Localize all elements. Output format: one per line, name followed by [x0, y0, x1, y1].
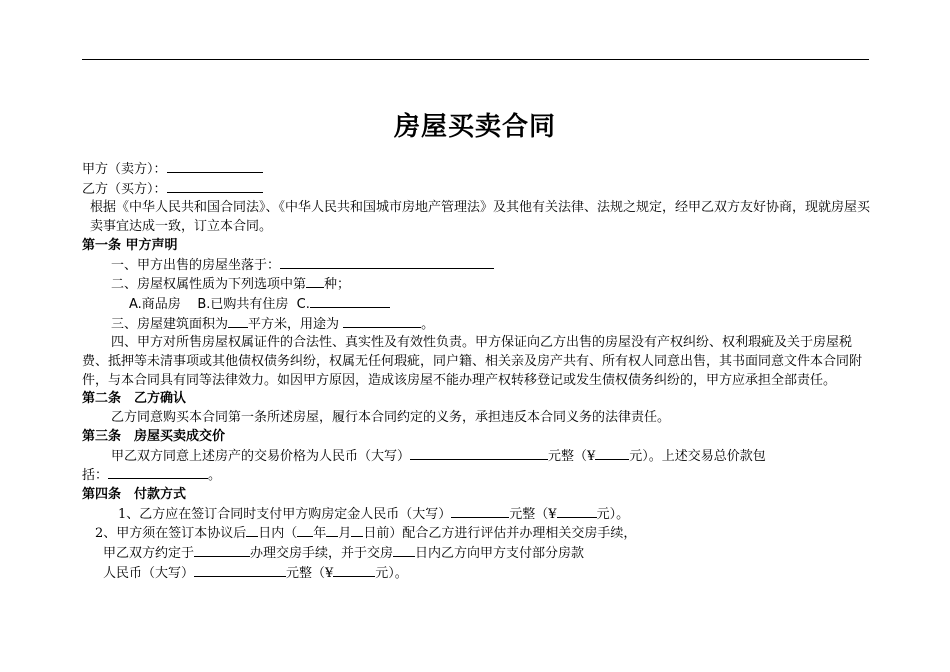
art3-line1	[82, 447, 872, 467]
header-rule	[82, 59, 869, 60]
location-blank	[280, 256, 494, 269]
includes-blank	[108, 466, 208, 479]
art3-end: 。	[208, 468, 222, 484]
day-blank	[351, 524, 363, 537]
art4-p3-end: 日内乙方向甲方支付部分房款	[415, 546, 585, 562]
art4-p2-month: 月	[338, 526, 352, 542]
art1-item3-end: 。	[421, 316, 435, 332]
art1-item2-text: 二、房屋权属性质为下列选项中第	[111, 277, 307, 293]
month-blank	[326, 524, 338, 537]
area-blank	[228, 315, 248, 328]
art4-p4-yuan: 元整（¥	[286, 565, 334, 581]
contract-body	[82, 160, 872, 583]
payment-words-blank	[194, 564, 286, 577]
art1-options	[82, 295, 872, 315]
party-b-blank	[167, 180, 263, 193]
party-b-label: 乙方（买方）：	[82, 181, 167, 197]
art2-text: 乙方同意购买本合同第一条所述房屋，履行本合同约定的义务，承担违反本合同义务的法律责任。	[111, 410, 671, 426]
art4-p1-text: 1、乙方应在签订合同时支付甲方购房定金人民币（大写）	[118, 506, 452, 522]
art3-tail: 元）。上述交易总价款包	[629, 448, 766, 464]
payment-number-blank	[333, 564, 375, 577]
art4-p2	[82, 524, 872, 544]
art4-p4-text: 人民币（大写）	[103, 565, 195, 581]
party-a-label: 甲方（卖方）：	[82, 162, 167, 177]
art1-item3-mid: 平方米，用途为	[248, 316, 340, 332]
property-type-blank	[306, 275, 324, 288]
handover-days-blank	[393, 544, 415, 557]
art1-item2-suffix: 种；	[324, 277, 351, 293]
deposit-words-blank	[451, 505, 509, 518]
art1-item3	[82, 315, 872, 335]
intro-paragraph: 根据《中华人民共和国合同法》、《中华人民共和国城市房地产管理法》及其他有关法律、法规之规定，经甲乙双方友好协商，现就房屋买卖事宜达成一致，订立本合同。	[90, 200, 871, 235]
article-1-heading: 第一条 甲方声明	[82, 237, 178, 253]
art3-line2	[82, 466, 872, 486]
art3-text: 甲乙双方同意上述房产的交易价格为人民币（大写）	[111, 448, 411, 464]
art4-p2-text: 2、甲方须在签订本协议后	[95, 526, 247, 542]
party-a-blank	[167, 160, 263, 173]
art1-item1-text: 一、甲方出售的房屋坐落于：	[111, 257, 281, 273]
party-a-line	[82, 160, 872, 180]
art4-p3	[82, 544, 872, 564]
art4-p3-text: 甲乙双方约定于	[103, 546, 195, 562]
days-blank	[246, 524, 258, 537]
art4-p1-end: 元）。	[596, 506, 630, 522]
art1-item2	[82, 275, 872, 295]
art1-item1	[82, 256, 872, 276]
option-c-blank	[310, 295, 390, 308]
deposit-number-blank	[557, 505, 597, 518]
option-c: C.	[296, 296, 310, 312]
party-b-line	[82, 180, 872, 200]
handover-date-blank	[194, 544, 250, 557]
year-blank	[297, 524, 313, 537]
article-4-heading: 第四条 付款方式	[82, 486, 187, 502]
art4-p3-mid: 办理交房手续，并于交房	[250, 546, 394, 562]
art3-includes: 括：	[82, 468, 109, 484]
art3-yuan: 元整（¥	[548, 448, 596, 464]
art4-p4-end: 元）。	[375, 565, 408, 581]
art4-p2-mid: 日内（	[258, 526, 298, 542]
price-number-blank	[595, 447, 629, 460]
art4-p1	[82, 505, 872, 525]
price-words-blank	[410, 447, 548, 460]
art4-p4	[82, 564, 872, 584]
option-a: A.商品房	[129, 296, 181, 312]
option-b: B.已购共有住房	[197, 296, 289, 312]
usage-blank	[343, 315, 421, 328]
art4-p1-yuan: 元整（¥	[509, 506, 557, 522]
article-2-heading: 第二条 乙方确认	[82, 391, 187, 407]
art1-item3-text: 三、房屋建筑面积为	[111, 316, 229, 332]
art4-p2-end: 日前）配合乙方进行评估并办理相关交房手续，	[363, 526, 637, 542]
art4-p2-year: 年	[313, 526, 327, 542]
article-3-heading: 第三条 房屋买卖成交价	[82, 428, 226, 444]
page-title: 房屋买卖合同	[393, 112, 556, 142]
art1-item4: 四、甲方对所售房屋权属证件的合法性、真实性及有效性负责。甲方保证向乙方出售的房屋没有产权纠纷、权利瑕疵及关于房屋税费、抵押等未清事项或其他债权债务纠纷，权属无任何瑕疵，同户籍、相关亲及房产共有、所有权人同意出售，其书面同意文件本合同附件，与本合同具有同等法律效力。如因甲方原因，造成该房屋不能办理产权转移登记或发生债权债务纠纷的，甲方应承担全部责任。	[82, 335, 863, 388]
